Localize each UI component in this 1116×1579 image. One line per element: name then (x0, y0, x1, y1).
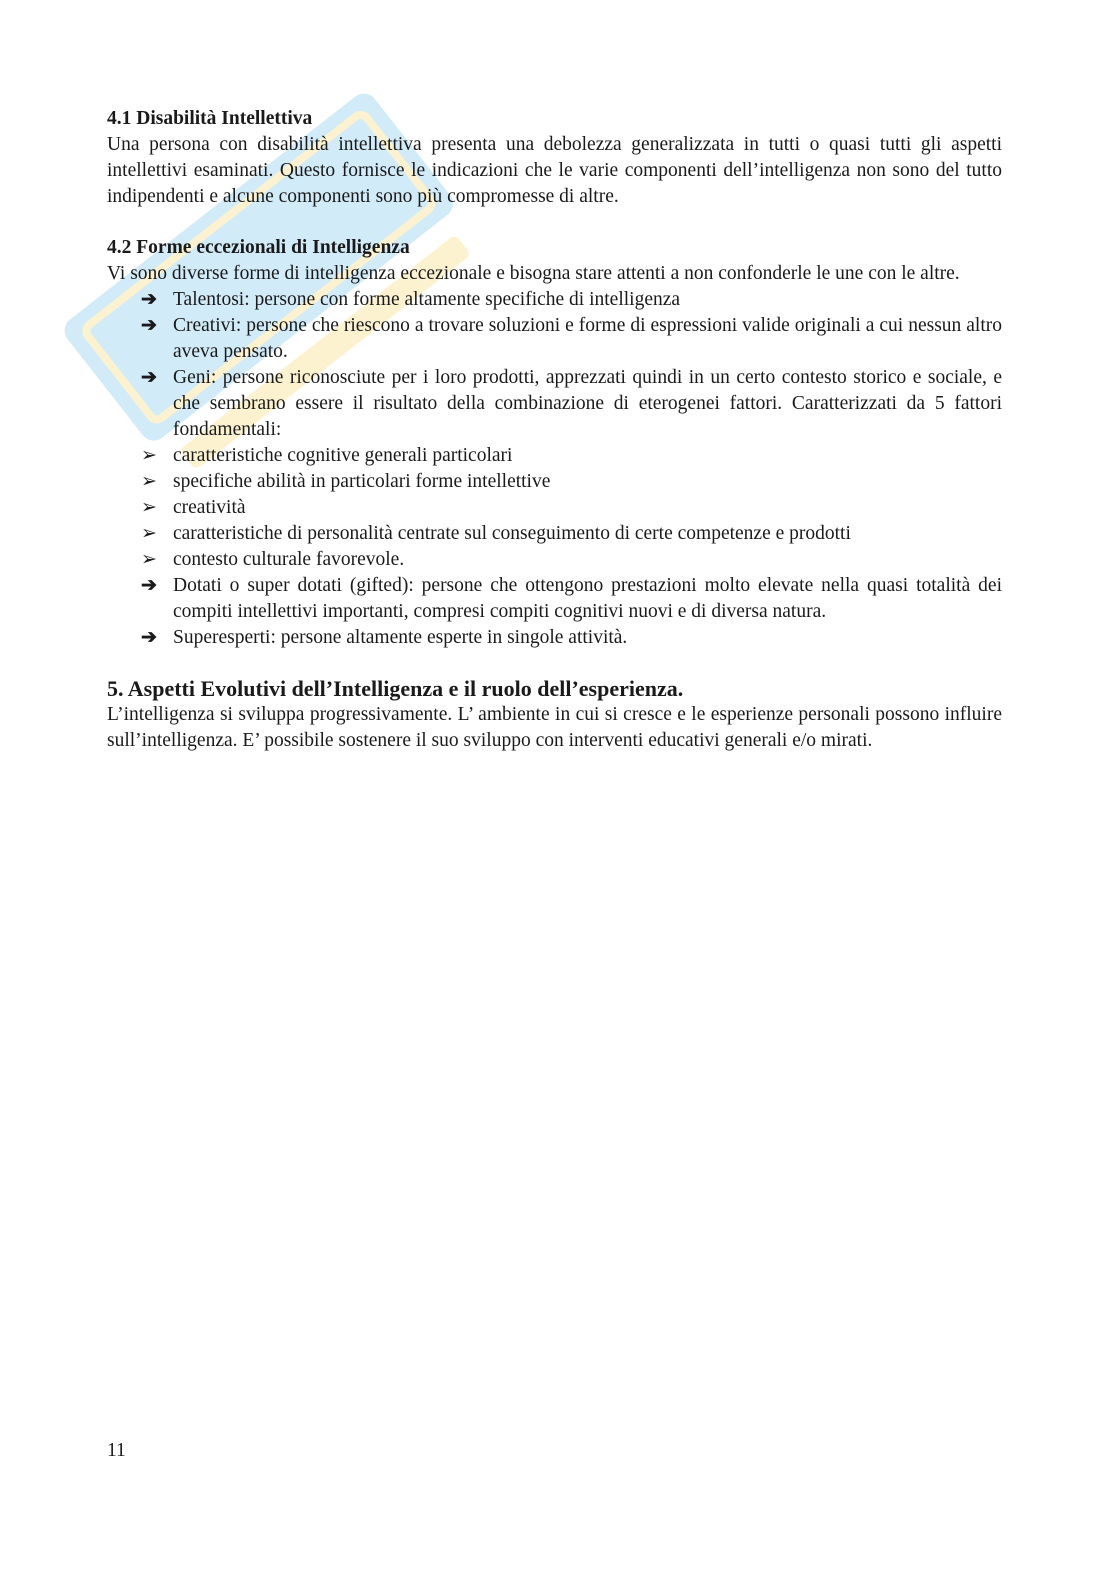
arrow-bullet-icon: ➔ (141, 367, 157, 388)
arrow-bullet-icon: ➔ (141, 627, 157, 648)
arrow-bullet-icon: ➔ (141, 575, 157, 596)
arrow-bullet-icon: ➔ (141, 289, 157, 310)
list-item: ➔ Creativi: persone che riescono a trovare soluzioni e forme di espressioni valide originali a cui nessun altro aveva pensato. (141, 315, 1002, 362)
arrow-bullet-icon: ➔ (141, 315, 157, 336)
list-item: ➔ Talentosi: persone con forme altamente specifiche di intelligenza (107, 287, 1002, 313)
list-item: ➢ contesto culturale favorevole. (107, 547, 1002, 573)
section-5-heading: 5. Aspetti Evolutivi dell’Intelligenza e il ruolo dell’esperienza. (107, 676, 684, 701)
list-item: ➢ creatività (107, 495, 1002, 521)
list-item: ➔ Dotati o super dotati (gifted): persone che ottengono prestazioni molto elevate nella quasi totalità dei compiti intellettivi importanti, compresi compiti cognitivi nuovi e di diversa natura. (141, 575, 1002, 622)
list-item: ➔ Geni: persone riconosciute per i loro prodotti, apprezzati quindi in un certo contesto storico e sociale, e che sembrano essere il risultato della combinazione di eterogenei fattori. Caratterizzati da 5 fattori fondamentali: (141, 367, 1002, 440)
list-item: ➢ specifiche abilità in particolari forme intellettive (107, 469, 1002, 495)
chevron-bullet-icon: ➢ (141, 523, 157, 544)
chevron-bullet-icon: ➢ (141, 497, 157, 518)
section-4-2-heading: 4.2 Forme eccezionali di Intelligenza (107, 237, 410, 258)
chevron-bullet-icon: ➢ (141, 549, 157, 570)
page-number: 11 (107, 1440, 126, 1461)
section-4-2-paragraph: Vi sono diverse forme di intelligenza eccezionale e bisogna stare attenti a non confonderle le une con le altre. (107, 263, 960, 284)
list-item: ➢ caratteristiche cognitive generali particolari (107, 443, 1002, 469)
chevron-bullet-icon: ➢ (141, 445, 157, 466)
section-5-paragraph: L’intelligenza si sviluppa progressivamente. L’ ambiente in cui si cresce e le esperienze personali possono influire sull’intelligenza. E’ possibile sostenere il suo sviluppo con interventi educativi generali e/o mirati. (107, 704, 1002, 751)
exceptional-forms-list (107, 287, 1002, 651)
chevron-bullet-icon: ➢ (141, 471, 157, 492)
section-4-1-paragraph: Una persona con disabilità intellettiva presenta una debolezza generalizzata in tutti o quasi tutti gli aspetti intellettivi esaminati. Questo fornisce le indicazioni che le varie componenti dell’intelligenza non sono del tutto indipendenti e alcune componenti sono più compromesse di altre. (107, 134, 1002, 207)
section-4-1-heading: 4.1 Disabilità Intellettiva (107, 108, 313, 129)
list-item: ➔ Superesperti: persone altamente esperte in singole attività. (107, 625, 1002, 651)
list-item: ➢ caratteristiche di personalità centrate sul conseguimento di certe competenze e prodotti (107, 521, 1002, 547)
